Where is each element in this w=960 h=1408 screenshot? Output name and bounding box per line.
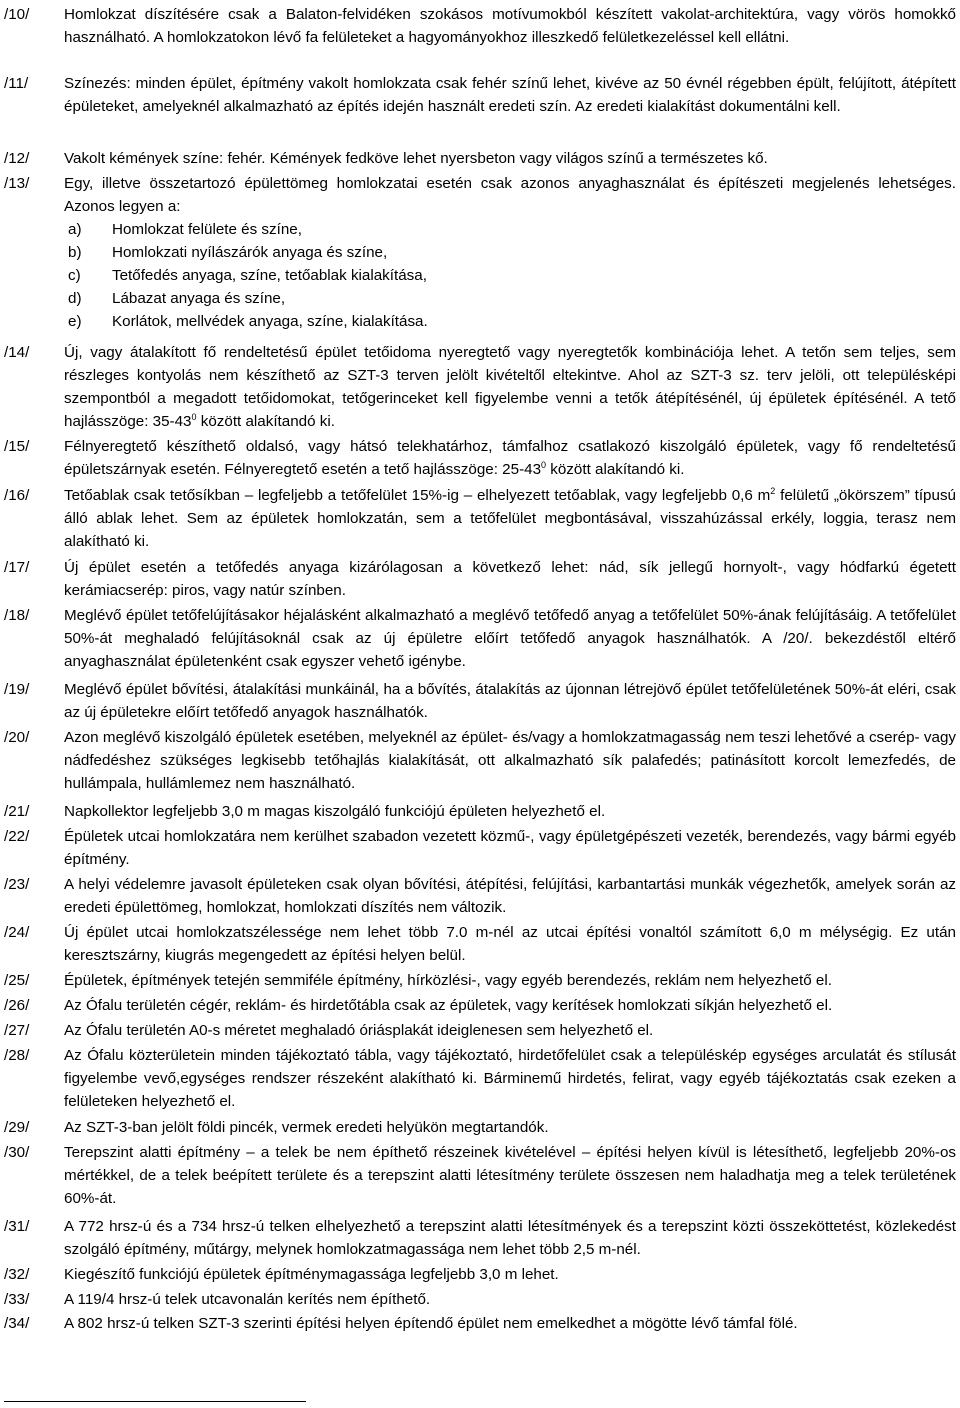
sub-item-text: Tetőfedés anyaga, színe, tetőablak kialakítása, <box>112 267 427 284</box>
clause-text-run: Azon meglévő kiszolgáló épületek esetében, melyeknél az épület- és/vagy a homlokzatmagasság nem teszi lehetővé a cserép- vagy nádfedéshez szükséges legkisebb tetőhajlás kialakítását, ott alkalmazható sík palafedés; patinásított korcolt lemezfedés, de hullámpala, hullámlemez nem használható. <box>64 729 956 792</box>
clause-text <box>64 825 956 871</box>
clause-text <box>64 800 956 823</box>
clause-number: /28/ <box>4 1047 30 1064</box>
clause-text-run: között alakítandó ki. <box>546 461 685 478</box>
clause-number: /24/ <box>4 924 30 941</box>
sub-item-text: Homlokzat felülete és színe, <box>112 221 302 238</box>
clause-text <box>64 604 956 673</box>
clause-text-run: Homlokzat díszítésére csak a Balaton-felvidéken szokásos motívumokból készített vakolat-architektúra, vagy vörös homokkő használható. A homlokzatokon lévő fa felületeket a hagyományokhoz illeszkedő felületkezeléssel kell ellátni. <box>64 6 956 46</box>
clause-number: /17/ <box>4 559 30 576</box>
sub-item-text: Korlátok, mellvédek anyaga, színe, kialakítása. <box>112 313 428 330</box>
clause-number: /10/ <box>4 6 30 23</box>
superscript: 0 <box>191 412 197 422</box>
clause-text-run: Vakolt kémények színe: fehér. Kémények fedköve lehet nyersbeton vagy világos színű a természetes kő. <box>64 150 768 167</box>
clause-text <box>64 678 956 724</box>
sub-item <box>64 264 956 287</box>
sub-item <box>64 218 956 241</box>
clause-number: /30/ <box>4 1144 30 1161</box>
footnote-separator <box>4 1401 306 1402</box>
sub-item <box>64 287 956 310</box>
clause-text <box>64 556 956 602</box>
clause-text <box>64 3 956 49</box>
clause-text <box>64 147 956 170</box>
clause-text-run: Meglévő épület tetőfelújításakor héjalásként alkalmazható a meglévő tetőfedő anyag a tetőfelület 50%-ának felújításáig. A tetőfelület 50%-át meghaladó felújításoknál csak az új épületre előírt tetőfedő anyagok használhatók. A /20/. bekezdéstől eltérő anyaghasználat épületenként csak egyszer vehető igénybe. <box>64 607 956 670</box>
clause-text <box>64 435 956 481</box>
clause-text <box>64 1312 956 1335</box>
clause-number: /31/ <box>4 1218 30 1235</box>
clause-text-run: Tetőablak csak tetősíkban – legfeljebb a tetőfelület 15%-ig – elhelyezett tetőablak, vagy legfeljebb 0,6 m <box>64 487 771 504</box>
clause-text-run: között alakítandó ki. <box>196 413 335 430</box>
superscript: 0 <box>541 460 547 470</box>
clause-text <box>64 1215 956 1261</box>
clause-text-run: Az SZT-3-ban jelölt földi pincék, vermek eredeti helyükön megtartandók. <box>64 1119 549 1136</box>
clause-text <box>64 726 956 795</box>
clause-text-run: A 119/4 hrsz-ú telek utcavonalán kerítés nem építhető. <box>64 1291 431 1308</box>
clause-text-run: Az Ófalu területén A0-s méretet meghaladó óriásplakát ideiglenesen sem helyezhető el. <box>64 1022 654 1039</box>
clause-text <box>64 72 956 118</box>
clause-number: /18/ <box>4 607 30 624</box>
clause-text <box>64 172 956 333</box>
clause-text <box>64 969 956 992</box>
clause-text-run: Épületek utcai homlokzatára nem kerülhet szabadon vezetett közmű-, vagy épületgépészeti vezeték, berendezés, vagy bármi egyéb építmény. <box>64 828 956 868</box>
clause-number: /13/ <box>4 175 30 192</box>
clause-text-run: Az Ófalu közterületein minden tájékoztató tábla, vagy tájékoztató, hirdetőfelület csak a településkép egységes arculatát és stílusát figyelembe vevő,egységes rendszer részeként alakítható ki. Bárminemű hirdetés, felirat, vagy egyéb tájékoztatás csak ezeken a felületeken helyezhető el. <box>64 1047 956 1110</box>
clause-text-run: A 772 hrsz-ú és a 734 hrsz-ú telken elhelyezhető a terepszint alatti létesítmények és a terepszint közti összeköttetést, közlekedést szolgáló építmény, műtárgy, melynek homlokzatmagassága nem lehet több 2,5 m-nél. <box>64 1218 956 1258</box>
clause-number: /33/ <box>4 1291 30 1308</box>
superscript: 2 <box>770 486 776 496</box>
clause-text-run: Új, vagy átalakított fő rendeltetésű épület tetőidoma nyeregtető vagy nyeregtetők kombinációja lehet. A tetőn sem teljes, sem részleges kontyolás nem készíthető az SZT-3 terven jelölt kivételtől eltekintve. Ahol az SZT-3 sz. terv jelöli, ott településképi szempontból a megadott tetőidomokat, tetőgerinceket kell figyelembe venni a tetők átépítésénél, új épületek építésénél. A tető hajlásszöge: 35-43 <box>64 344 956 430</box>
clause-number: /29/ <box>4 1119 30 1136</box>
sub-item-letter: d) <box>68 290 82 307</box>
clause-number: /16/ <box>4 487 30 504</box>
clause-text-run: Egy, illetve összetartozó épülettömeg homlokzatai esetén csak azonos anyaghasználat és építészeti megjelenés lehetséges. Azonos legyen a: <box>64 175 956 215</box>
clause-number: /14/ <box>4 344 30 361</box>
clause-number: /12/ <box>4 150 30 167</box>
sub-item-letter: e) <box>68 313 82 330</box>
clause-text-run: Épületek, építmények tetején semmiféle építmény, hírközlési-, vagy egyéb berendezés, reklám nem helyezhető el. <box>64 972 832 989</box>
sub-item-text: Homlokzati nyílászárók anyaga és színe, <box>112 244 388 261</box>
clause-text <box>64 1263 956 1286</box>
clause-text-run: Az Ófalu területén cégér, reklám- és hirdetőtábla csak az épületek, vagy kerítések homlokzati síkján helyezhető el. <box>64 997 833 1014</box>
clause-text-run: A helyi védelemre javasolt épületeken csak olyan bővítési, átépítési, felújítási, karbantartási munkák végezhetők, amelyek során az eredeti épülettömeg, homlokzat, homlokzati díszítés nem változik. <box>64 876 956 916</box>
sub-item-letter: c) <box>68 267 81 284</box>
clause-text <box>64 484 956 553</box>
sub-item <box>64 310 956 333</box>
sub-item-letter: b) <box>68 244 82 261</box>
clause-number: /19/ <box>4 681 30 698</box>
clause-text-run: Kiegészítő funkciójú épületek építménymagassága legfeljebb 3,0 m lehet. <box>64 1266 559 1283</box>
clause-number: /11/ <box>4 75 29 92</box>
clause-number: /22/ <box>4 828 30 845</box>
clause-number: /26/ <box>4 997 30 1014</box>
clause-text <box>64 994 956 1017</box>
sub-item <box>64 241 956 264</box>
clause-text-run: Színezés: minden épület, építmény vakolt homlokzata csak fehér színű lehet, kivéve az 50 évnél régebben épült, felújított, átépített épületeket, amelyeknél alkalmazható az építés idején használt eredeti szín. Az eredeti kialakítást dokumentálni kell. <box>64 75 956 115</box>
clause-number: /15/ <box>4 438 30 455</box>
clause-number: /32/ <box>4 1266 30 1283</box>
clause-text <box>64 873 956 919</box>
clause-text <box>64 341 956 433</box>
clause-number: /23/ <box>4 876 30 893</box>
clause-number: /25/ <box>4 972 30 989</box>
clause-number: /27/ <box>4 1022 30 1039</box>
clause-text-run: felületű „ökörszem” típusú álló ablak lehet. Sem az épületek homlokzatán, sem a tetőfelület megbontásával, visszahúzással erkély, loggia, terasz nem alakítható ki. <box>64 487 956 550</box>
clause-text <box>64 1116 956 1139</box>
clause-text-run: Terepszint alatti építmény – a telek be nem építhető részeinek kivételével – építési helyen kívül is létesíthető, legfeljebb 20%-os mértékkel, de a telek beépített területe és a terepszint alatti létesítmény területe összesen nem haladhatja meg a telek területének 60%-át. <box>64 1144 956 1207</box>
sub-item-text: Lábazat anyaga és színe, <box>112 290 286 307</box>
clause-number: /20/ <box>4 729 30 746</box>
sub-item-letter: a) <box>68 221 82 238</box>
clause-text <box>64 1141 956 1210</box>
clause-text-run: Meglévő épület bővítési, átalakítási munkáinál, ha a bővítés, átalakítás az újonnan létrejövő épület tetőfelületének 50%-át eléri, csak az új épületekre előírt tetőfedő anyagok használhatók. <box>64 681 956 721</box>
clause-number: /34/ <box>4 1315 30 1332</box>
clause-text <box>64 921 956 967</box>
clause-text-run: Új épület utcai homlokzatszélessége nem lehet több 7.0 m-nél az utcai építési vonaltól számított 6,0 m mélységig. Ez után keresztszárny, kiugrás megengedett az építési helyen belül. <box>64 924 956 964</box>
clause-text-run: Napkollektor legfeljebb 3,0 m magas kiszolgáló funkciójú épületen helyezhető el. <box>64 803 606 820</box>
clause-text-run: A 802 hrsz-ú telken SZT-3 szerinti építési helyen építendő épület nem emelkedhet a mögötte lévő támfal fölé. <box>64 1315 798 1332</box>
clause-text <box>64 1288 956 1311</box>
clause-text-run: Félnyeregtető készíthető oldalsó, vagy hátsó telekhatárhoz, támfalhoz csatlakozó kiszolgáló épületek, vagy fő rendeltetésű épületszárnyak esetén. Félnyeregtető esetén a tető hajlásszöge: 25-43 <box>64 438 956 478</box>
clause-number: /21/ <box>4 803 30 820</box>
clause-text-run: Új épület esetén a tetőfedés anyaga kizárólagosan a következő lehet: nád, sík jellegű hornyolt-, vagy hódfarkú égetett kerámiacserép: piros, vagy natúr színben. <box>64 559 956 599</box>
clause-text <box>64 1019 956 1042</box>
clause-text <box>64 1044 956 1113</box>
